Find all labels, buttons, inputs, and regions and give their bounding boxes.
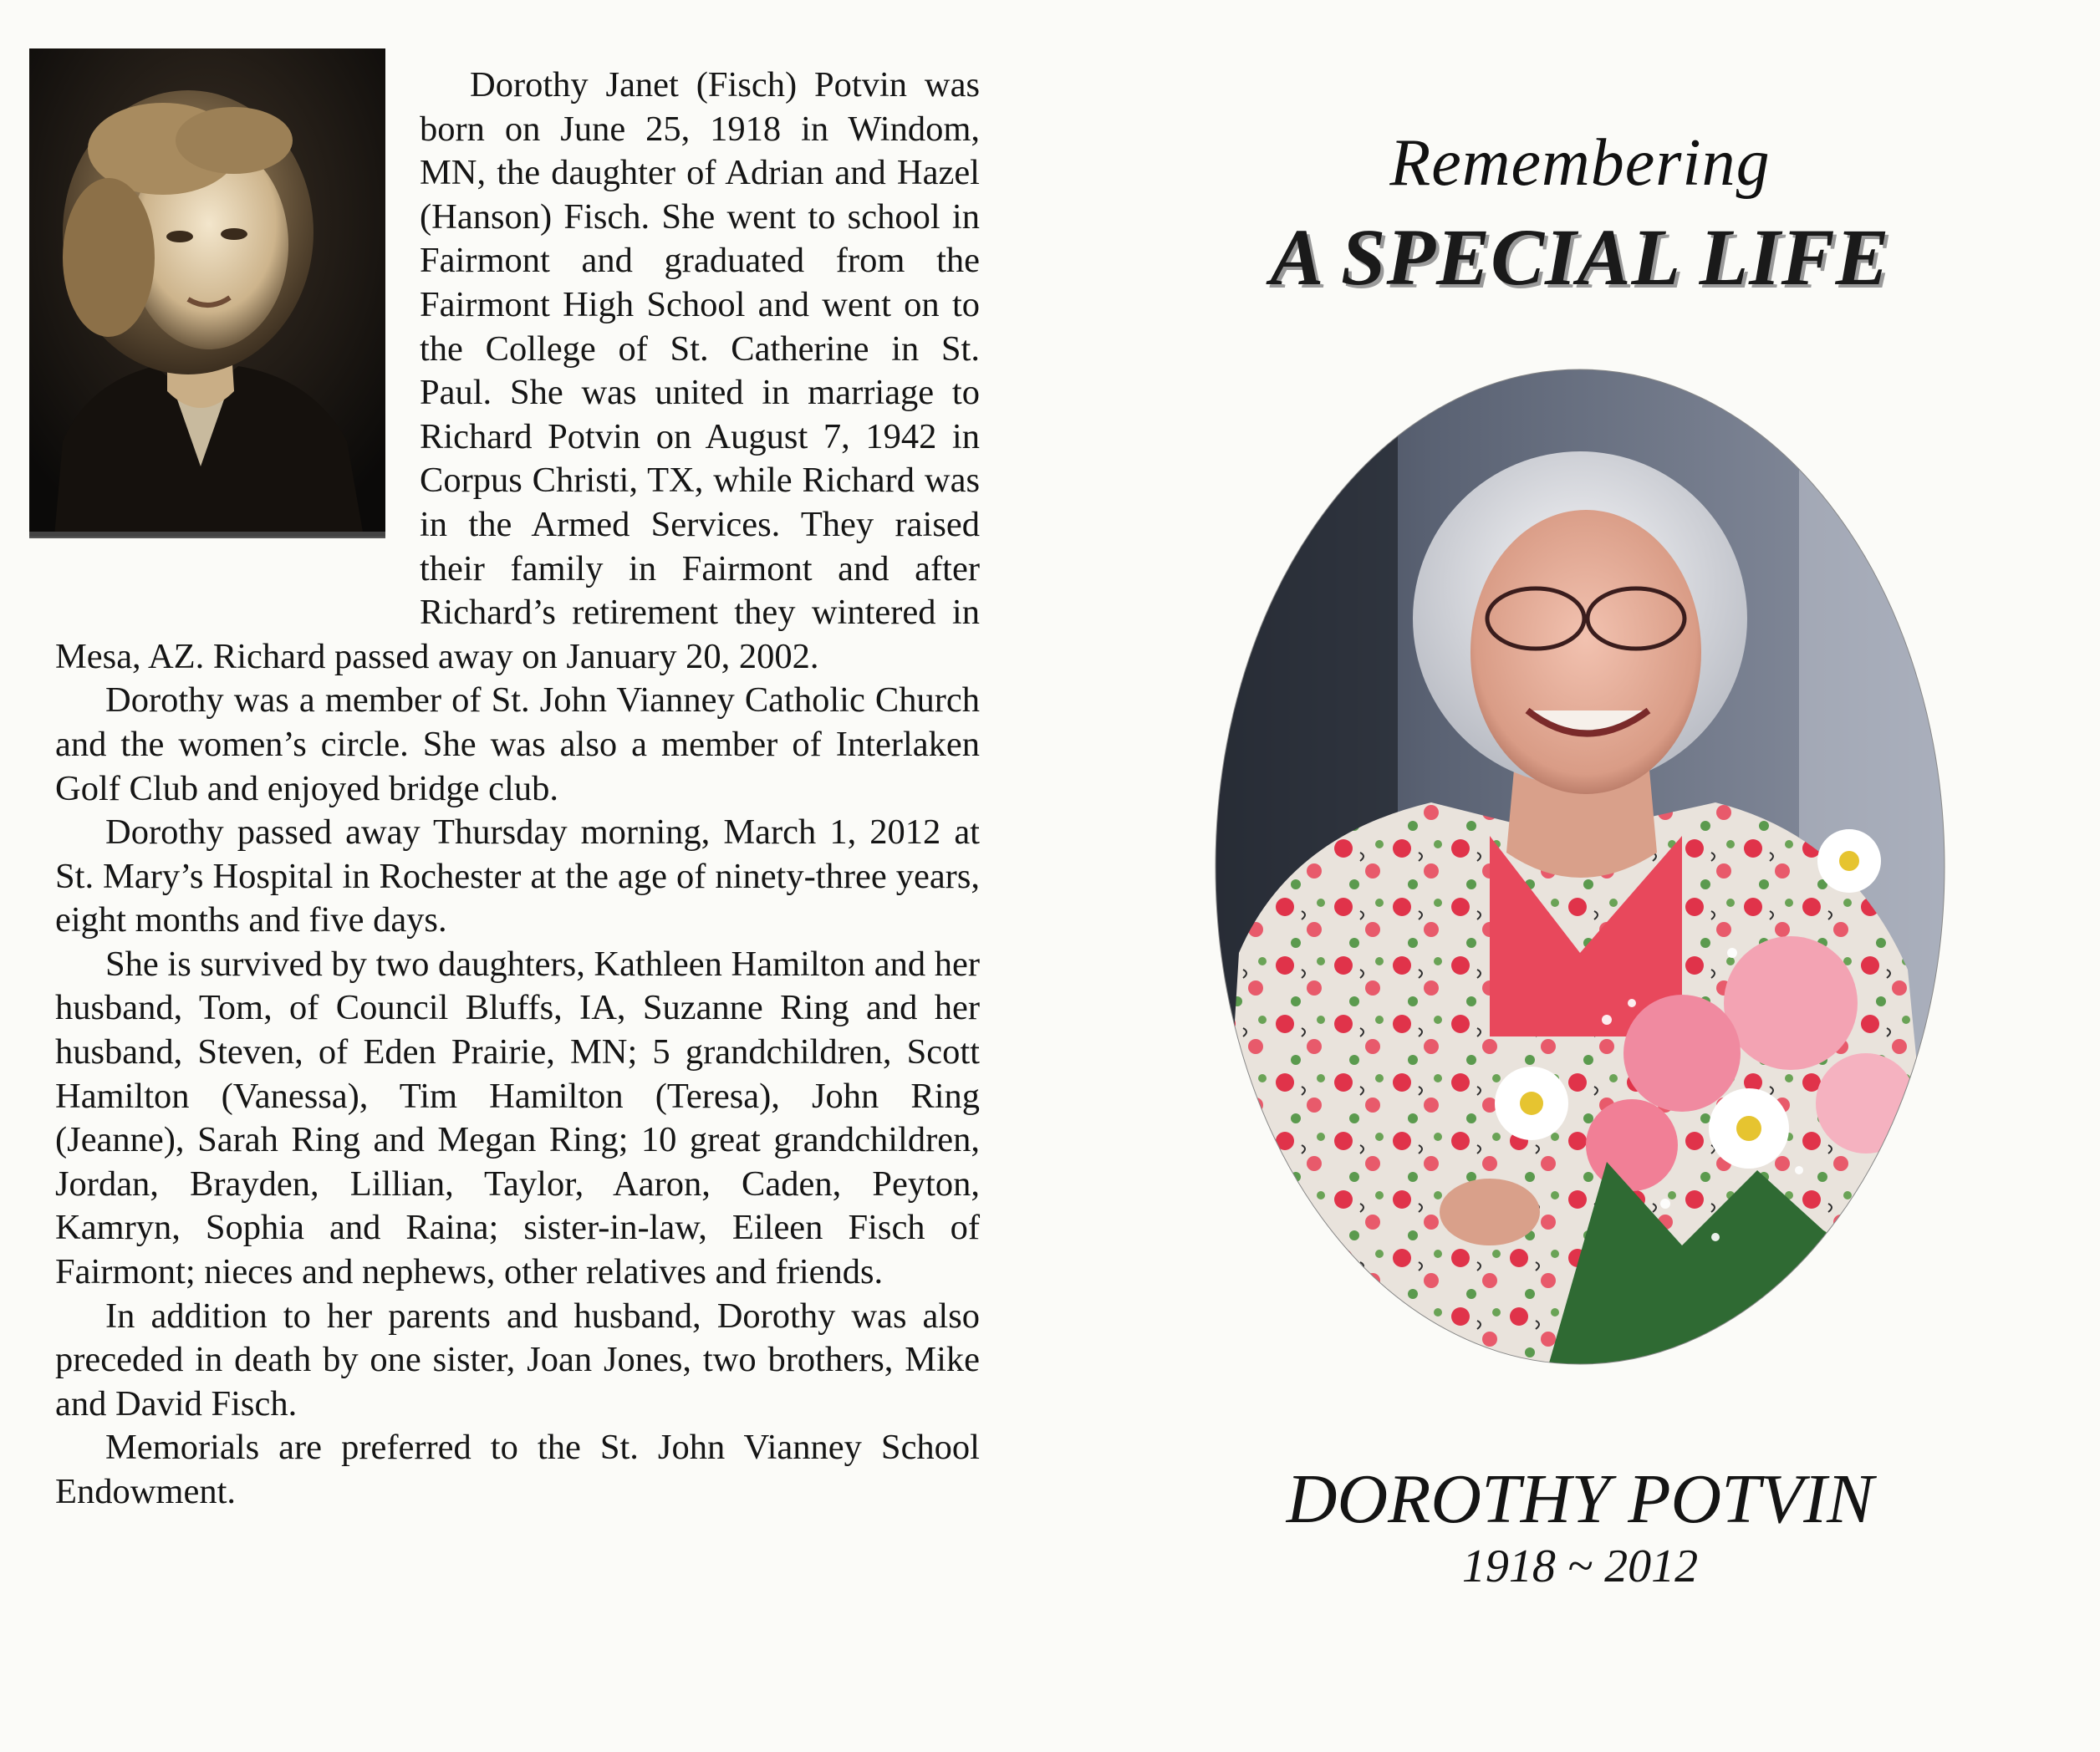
obituary-paragraph: Memorials are preferred to the St. John Vianney School Endowment. — [55, 1428, 980, 1511]
obituary-paragraph: Dorothy Janet (Fisch) Potvin was born on June 25, 1918 in Windom, MN, the daughter of Adrian and Hazel (Hanson) Fisch. She went to school in Fairmont and graduated from the Fairmont High School and went on to the College of St. Catherine in St. Paul. She was united in marriage to Richard Potvin on August 7, 1942 in Corpus Christi, TX, while Richard was in the Armed Services. They raised their family in Fairmont and after Richard’s retirement they wintered in Mesa, AZ. Richard passed away on January 20, 2002. — [55, 65, 980, 676]
deceased-name: DOROTHY POTVIN — [1286, 1460, 1874, 1538]
oval-portrait-photo — [1214, 368, 1946, 1366]
heading-remembering: Remembering — [1389, 126, 1771, 200]
oval-portrait-image — [1214, 368, 1946, 1366]
obituary-paragraph: In addition to her parents and husband, Dorothy was also preceded in death by one sister, Joan Jones, two brothers, Mike and David Fisch. — [55, 1296, 980, 1424]
photo-spacer — [0, 64, 420, 605]
obituary-paragraph: She is survived by two daughters, Kathleen Hamilton and her husband, Tom, of Council Bluffs, IA, Suzanne Ring and her husband, Steven, of Eden Prairie, MN; 5 grandchildren, Scott Hamilton (Vanessa), Tim Hamilton (Teresa), John Ring (Jeanne), Sarah Ring and Megan Ring; 10 great grandchildren, Jordan, Brayden, Lillian, Taylor, Aaron, Caden, Peyton, Kamryn, Sophia and Raina; sister-in-law, Eileen Fisch of Fairmont; nieces and nephews, other relatives and friends. — [55, 944, 980, 1292]
obituary-paragraph: Dorothy was a member of St. John Vianney Catholic Church and the women’s circle. She was also a member of Interlaken Golf Club and enjoyed bridge club. — [55, 680, 980, 808]
obituary-text — [55, 64, 980, 1515]
life-years: 1918 ~ 2012 — [1461, 1541, 1699, 1592]
heading-special-life: A SPECIAL LIFE — [1270, 212, 1890, 302]
obituary-paragraph: Dorothy passed away Thursday morning, March 1, 2012 at St. Mary’s Hospital in Rochester at the age of ninety-three years, eight months and five days. — [55, 812, 980, 940]
